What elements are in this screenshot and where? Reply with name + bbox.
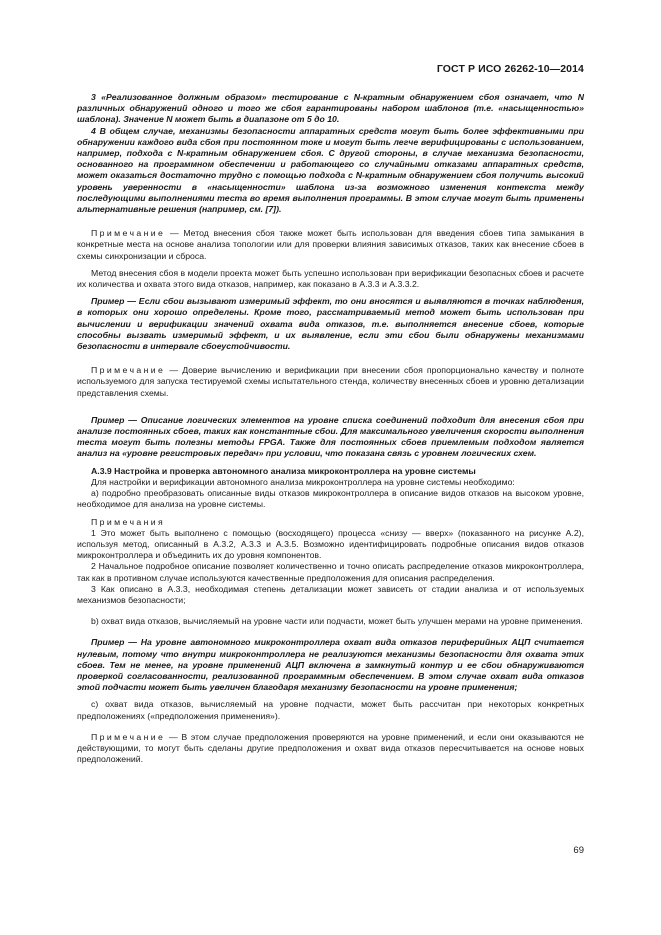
paragraph: Для настройки и верификации автономного анализа микроконтроллера на уровне системы необходимо:	[91, 476, 515, 487]
example-paragraph: Пример — Если сбои вызывают измеримый эффект, то они вносятся и выявляются в точках наблюдения, в которых они хорошо определены. Кроме того, рассматриваемый метод может быть использован при вычислении и верификации значений охвата вида отказов, т.е. выполняется внесение сбоев, которые способны вызвать измеримый эффект, и их выявление, если эти сбои были обнаружены механизмами безопасности в интервале сбоеустойчивости.	[77, 296, 584, 352]
note-item: 2 Начальное подробное описание позволяет количественно и точно описать распределение отказов микроконтроллера, так как в противном случае используются качественные предположения для описания распределения.	[77, 561, 584, 583]
note-text: — В этом случае предположения проверяются на уровне применений, и если они оказываются не действующими, то могут быть сделаны другие предположения и охват вида отказов пересчитывается на основе новых предположений.	[77, 731, 584, 765]
paragraph: 3 «Реализованное должным образом» тестирование с N-кратным обнаружением сбоя означает, что N различных обнаружений одного и того же сбоя гарантированы набором шаблонов (т.е. «насыщенностью» шаблона). Значение N может быть в диапазоне от 5 до 10.	[77, 92, 584, 125]
note-label: Примечание	[91, 365, 166, 376]
note-label: Примечание	[91, 228, 166, 239]
example-paragraph: Пример — Описание логических элементов на уровне списка соединений подходит для внесения сбоя при анализе постоянных сбоев, таких как константные сбои. Для максимального увеличения скорости выполнения теста могут быть полезны методы FPGA. Также для постоянных сбоев приемлемым подходом является анализ на «уровне регистровых передач» при условии, что показана связь с уровнем логических схем.	[77, 414, 584, 459]
page-number: 69	[573, 845, 584, 856]
list-item: с) охват вида отказов, вычисляемый на уровне подчасти, может быть рассчитан при некоторых конкретных предположениях («предположения применения»).	[77, 699, 584, 721]
note-text: — Доверие вычислению и верификации при внесении сбоя пропорционально качеству и полноте используемого для запуска тестируемой схемы испытательного стенда, количеству внесенных сбоев и уровню детализации представления схемы.	[77, 365, 584, 398]
note-label: Примечание	[91, 731, 166, 742]
document-body	[77, 92, 584, 765]
paragraph: Метод внесения сбоя в модели проекта может быть успешно использован при верификации безопасных сбоев и расчете их количества и охвата этого вида отказов, например, как показано в А.3.3 и А.3.3.2.	[77, 267, 584, 290]
note-paragraph	[77, 228, 584, 262]
example-paragraph: Пример — На уровне автономного микроконтроллера охват вида отказов периферийных АЦП считается нулевым, потому что внутри микроконтроллера не реализуются механизмы безопасности для охвата этих сбоев. Тем не менее, на уровне применений АЦП включена в замкнутый контур и ее сбои обнаруживаются проверкой согласованности, реализованной программным обеспечением. В этом случае охват вида отказов этой подчасти может быть увеличен благодаря механизму безопасности на уровне применения;	[77, 637, 584, 693]
notes-heading: Примечания	[91, 516, 166, 527]
document-header: ГОСТ Р ИСО 26262-10—2014	[436, 63, 584, 75]
note-item: 3 Как описано в А.3.3, необходимая степень детализации может зависеть от стадии анализа и от используемых механизмов безопасности;	[77, 583, 584, 605]
section-heading: А.3.9 Настройка и проверка автономного анализа микроконтроллера на уровне системы	[91, 465, 476, 476]
list-item: a) подробно преобразовать описанные виды отказов микроконтроллера в описание видов отказов на высоком уровне, необходимое для анализа на уровне системы.	[77, 488, 584, 510]
note-paragraph	[77, 365, 584, 399]
note-item: 1 Это может быть выполнено с помощью (восходящего) процесса «снизу — вверх» (показанного на рисунке А.2), используя метод, описанный в А.3.2, А.3.3 и А.3.5. Возможно идентифицировать подробные описания видов отказов микроконтроллера и объединить их до уровня компонентов.	[77, 527, 584, 561]
note-paragraph	[77, 732, 584, 766]
note-text: — Метод внесения сбоя также может быть использован для введения сбоев типа замыкания в конкретные места на основе анализа топологии или для проверки влияния зависимых отказов, таких как внесение сбоев в схемы синхронизации и сброса.	[77, 228, 584, 261]
paragraph: 4 В общем случае, механизмы безопасности аппаратных средств могут быть более эффективными при обнаружении каждого вида сбоя при постоянном токе и могут быть легче верифицированы с использованием, например, подхода с N-кратным обнаружением сбоя. С другой стороны, в случае механизма безопасности, основанного на программном обеспечении и работающего со случайными отказами аппаратных средств, может оказаться достаточно трудно с помощью подхода с N-кратным обнаружением сбоя получить высокий уровень уверенности в «насыщенности» шаблона из-за возможного изменения контекста между последующими выполнениями теста во время выполнения программы. В этом случае могут быть применены альтернативные решения (например, см. [7]).	[77, 125, 584, 215]
list-item: b) охват вида отказов, вычисляемый на уровне части или подчасти, может быть улучшен мерами на уровне применения.	[91, 616, 583, 627]
